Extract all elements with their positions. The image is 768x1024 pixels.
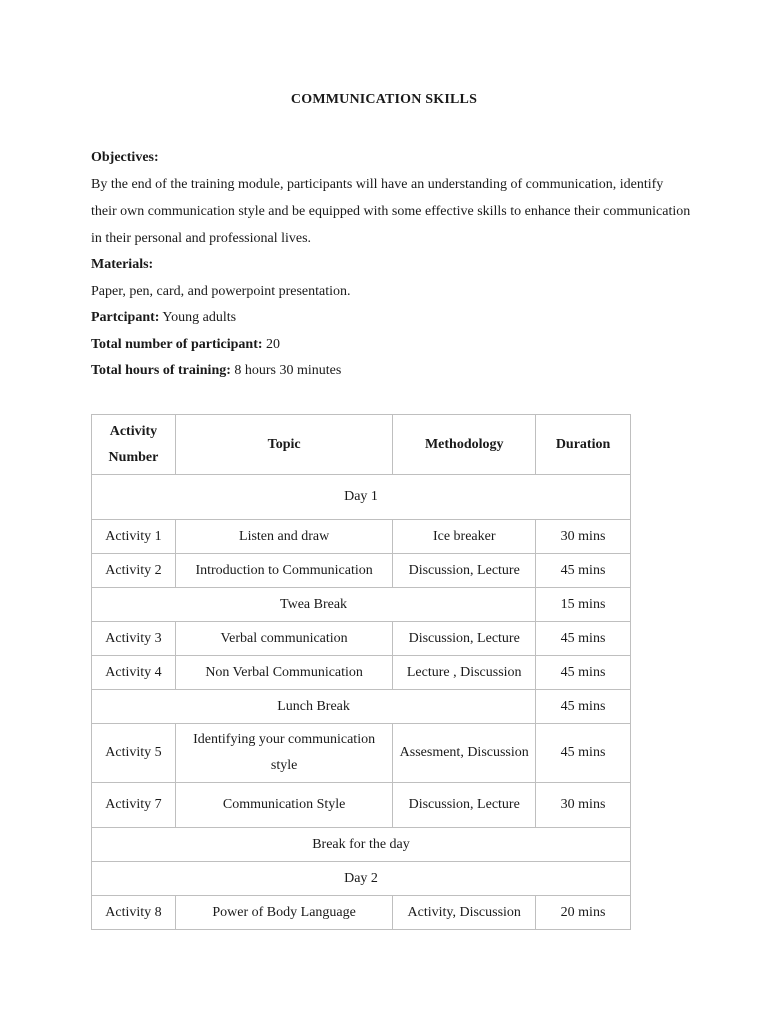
topic-cell: Verbal communication bbox=[175, 622, 392, 656]
topic-cell: Power of Body Language bbox=[175, 896, 392, 930]
total-participants-line bbox=[91, 331, 691, 358]
methodology-cell: Discussion, Lecture bbox=[393, 783, 536, 828]
activity-cell: Activity 8 bbox=[92, 896, 176, 930]
methodology-cell: Discussion, Lecture bbox=[393, 622, 536, 656]
materials-section bbox=[91, 251, 691, 305]
objectives-label: Objectives: bbox=[91, 150, 159, 165]
activity-cell: Activity 2 bbox=[92, 554, 176, 588]
objectives-section bbox=[91, 144, 691, 252]
break-label: Twea Break bbox=[92, 588, 536, 622]
table-row bbox=[92, 783, 631, 828]
objectives-text: By the end of the training module, participants will have an understanding of communication, identify their own communication style and be equipped with some effective skills to enhance their communication in their personal and professional lives. bbox=[91, 177, 691, 246]
duration-cell: 30 mins bbox=[536, 783, 631, 828]
section-row bbox=[92, 828, 631, 862]
table-row bbox=[92, 554, 631, 588]
section-row bbox=[92, 862, 631, 896]
section-row bbox=[92, 475, 631, 520]
activity-cell: Activity 5 bbox=[92, 724, 176, 783]
header-topic: Topic bbox=[175, 415, 392, 475]
total-participants-label: Total number of participant: bbox=[91, 337, 263, 352]
total-hours-label: Total hours of training: bbox=[91, 363, 231, 378]
duration-cell: 20 mins bbox=[536, 896, 631, 930]
duration-cell: 45 mins bbox=[536, 724, 631, 783]
duration-cell: 45 mins bbox=[536, 690, 631, 724]
table-row bbox=[92, 724, 631, 783]
participant-line bbox=[91, 304, 691, 331]
methodology-cell: Assesment, Discussion bbox=[393, 724, 536, 783]
header-activity-number: Activity Number bbox=[92, 415, 176, 475]
table-row bbox=[92, 896, 631, 930]
topic-cell: Identifying your communication style bbox=[175, 724, 392, 783]
schedule-table bbox=[91, 414, 631, 930]
table-row bbox=[92, 520, 631, 554]
participant-value: Young adults bbox=[162, 310, 237, 325]
methodology-cell: Discussion, Lecture bbox=[393, 554, 536, 588]
methodology-cell: Activity, Discussion bbox=[393, 896, 536, 930]
topic-cell: Non Verbal Communication bbox=[175, 656, 392, 690]
methodology-cell: Ice breaker bbox=[393, 520, 536, 554]
header-methodology: Methodology bbox=[393, 415, 536, 475]
section-label: Break for the day bbox=[92, 828, 631, 862]
duration-cell: 15 mins bbox=[536, 588, 631, 622]
topic-cell: Listen and draw bbox=[175, 520, 392, 554]
document-title: COMMUNICATION SKILLS bbox=[290, 92, 478, 107]
activity-cell: Activity 7 bbox=[92, 783, 176, 828]
duration-cell: 45 mins bbox=[536, 656, 631, 690]
topic-cell: Introduction to Communication bbox=[175, 554, 392, 588]
break-row bbox=[92, 588, 631, 622]
header-duration: Duration bbox=[536, 415, 631, 475]
section-label: Day 1 bbox=[92, 475, 631, 520]
duration-cell: 45 mins bbox=[536, 622, 631, 656]
duration-cell: 45 mins bbox=[536, 554, 631, 588]
materials-label: Materials: bbox=[91, 257, 154, 272]
participant-label: Partcipant: bbox=[91, 310, 160, 325]
break-row bbox=[92, 690, 631, 724]
table-row bbox=[92, 622, 631, 656]
activity-cell: Activity 1 bbox=[92, 520, 176, 554]
total-hours-value: 8 hours 30 minutes bbox=[234, 363, 342, 378]
activity-cell: Activity 3 bbox=[92, 622, 176, 656]
table-header-row bbox=[92, 415, 631, 475]
total-participants-value: 20 bbox=[266, 337, 281, 352]
topic-cell: Communication Style bbox=[175, 783, 392, 828]
section-label: Day 2 bbox=[92, 862, 631, 896]
total-hours-line bbox=[91, 357, 691, 384]
table-row bbox=[92, 656, 631, 690]
materials-text: Paper, pen, card, and powerpoint presentation. bbox=[91, 284, 351, 299]
duration-cell: 30 mins bbox=[536, 520, 631, 554]
activity-cell: Activity 4 bbox=[92, 656, 176, 690]
break-label: Lunch Break bbox=[92, 690, 536, 724]
methodology-cell: Lecture , Discussion bbox=[393, 656, 536, 690]
